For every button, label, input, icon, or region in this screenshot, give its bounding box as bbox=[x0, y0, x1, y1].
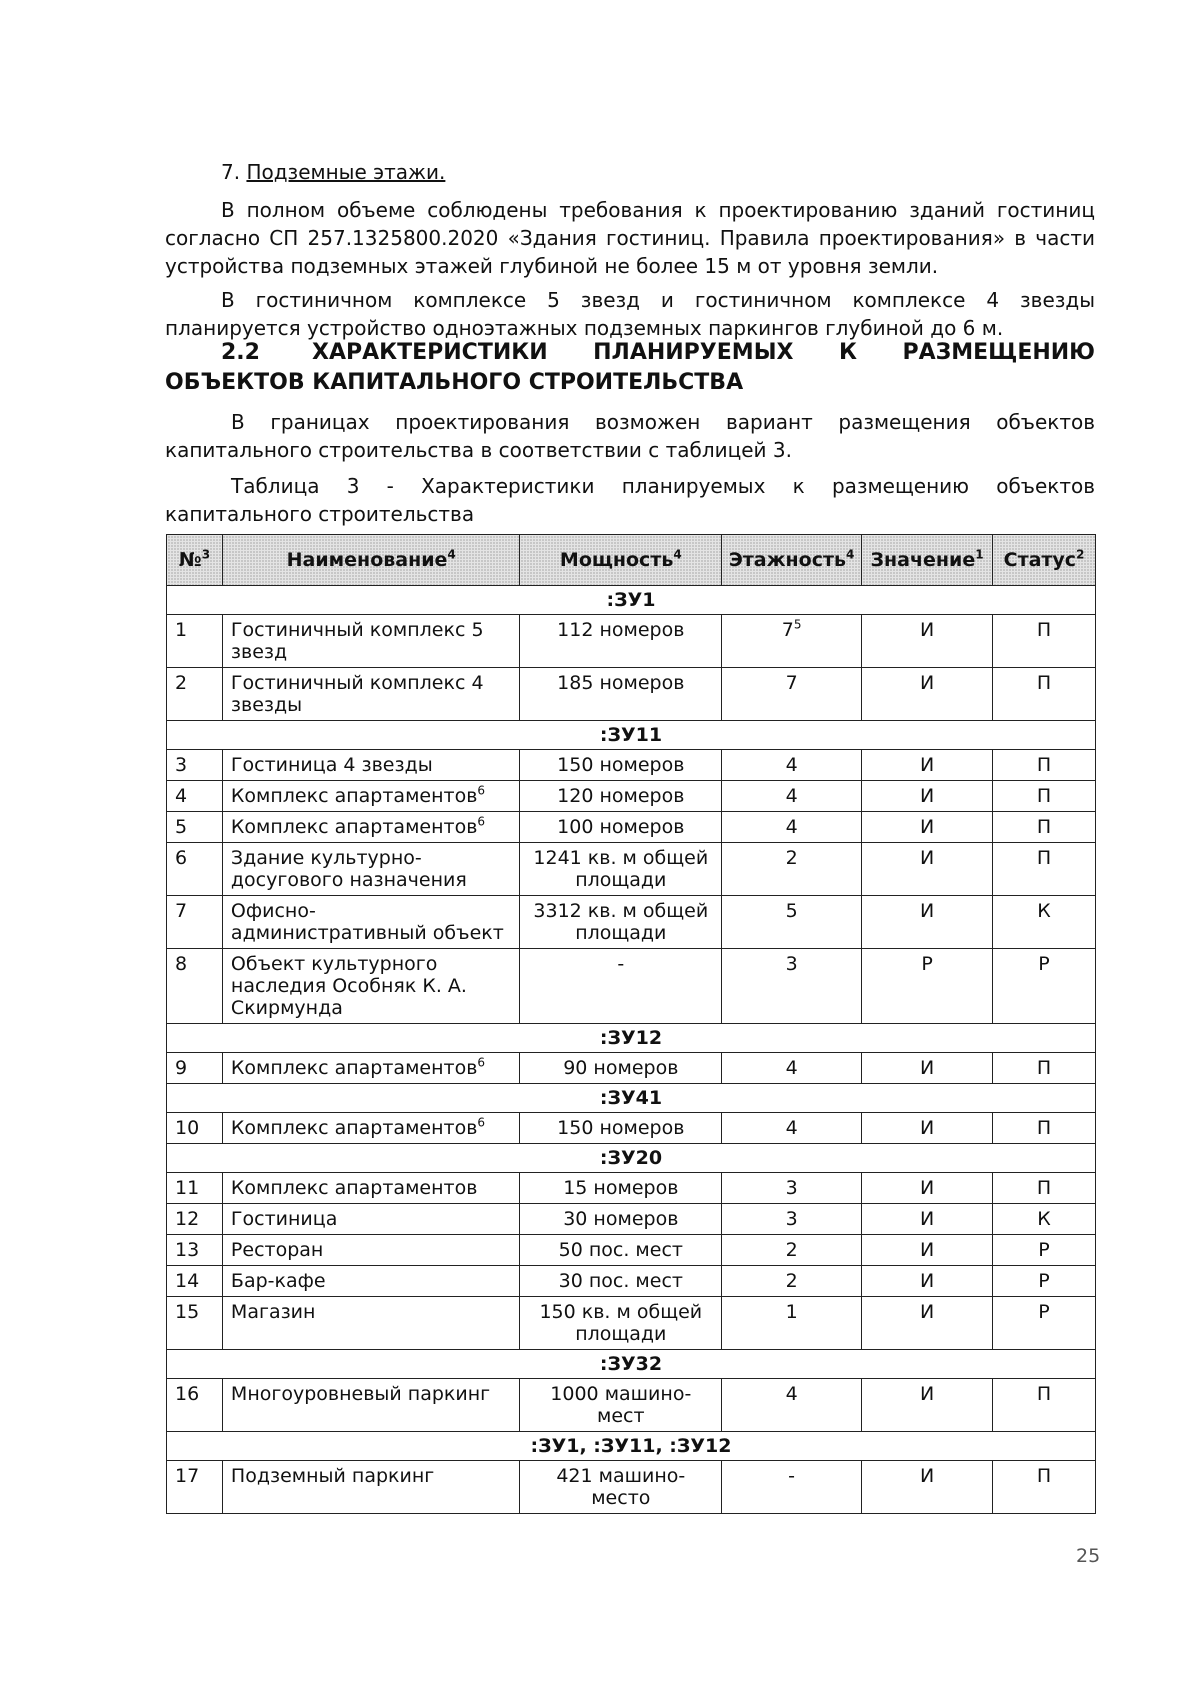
cell-status: П bbox=[993, 1461, 1096, 1514]
cell-number: 3 bbox=[167, 750, 223, 781]
cell-capacity: 150 номеров bbox=[520, 750, 722, 781]
cell-number: 6 bbox=[167, 843, 223, 896]
cell-capacity: 3312 кв. м общей площади bbox=[520, 896, 722, 949]
cell-capacity: 100 номеров bbox=[520, 812, 722, 843]
cell-value: И bbox=[862, 615, 993, 668]
column-header-name-footnote: 4 bbox=[447, 547, 456, 562]
cell-number: 9 bbox=[167, 1053, 223, 1084]
cell-floors-text: 3 bbox=[785, 953, 798, 975]
cell-number: 7 bbox=[167, 896, 223, 949]
cell-name-text: Магазин bbox=[230, 1301, 316, 1323]
cell-name-text: Комплекс апартаментов bbox=[230, 1057, 478, 1079]
cell-number: 17 bbox=[167, 1461, 223, 1514]
cell-floors bbox=[722, 1297, 862, 1350]
characteristics-table bbox=[166, 534, 1096, 1514]
plot-row bbox=[167, 1432, 1096, 1461]
cell-name-text: Гостиница bbox=[230, 1208, 338, 1230]
cell-floors-text: 2 bbox=[785, 847, 798, 869]
cell-name-text: Комплекс апартаментов bbox=[230, 1117, 478, 1139]
cell-status: Р bbox=[993, 1297, 1096, 1350]
cell-name bbox=[222, 1053, 520, 1084]
cell-status: К bbox=[993, 1204, 1096, 1235]
cell-name bbox=[222, 843, 520, 896]
plot-label: :ЗУ11 bbox=[167, 721, 1096, 750]
cell-name bbox=[222, 781, 520, 812]
plot-label: :ЗУ1, :ЗУ11, :ЗУ12 bbox=[167, 1432, 1096, 1461]
cell-number: 15 bbox=[167, 1297, 223, 1350]
cell-number: 12 bbox=[167, 1204, 223, 1235]
cell-floors-text: 4 bbox=[785, 1057, 798, 1079]
cell-floors bbox=[722, 812, 862, 843]
cell-status: П bbox=[993, 1053, 1096, 1084]
cell-name-footnote: 6 bbox=[477, 1115, 486, 1130]
cell-status: П bbox=[993, 668, 1096, 721]
cell-floors-footnote: 5 bbox=[793, 617, 802, 632]
cell-number: 13 bbox=[167, 1235, 223, 1266]
cell-value: И bbox=[862, 781, 993, 812]
cell-name-text: Гостиница 4 звезды bbox=[230, 754, 433, 776]
column-header-value bbox=[862, 535, 993, 586]
cell-floors bbox=[722, 1204, 862, 1235]
cell-name-footnote: 6 bbox=[477, 1055, 486, 1070]
plot-label: :ЗУ32 bbox=[167, 1350, 1096, 1379]
cell-value: И bbox=[862, 750, 993, 781]
cell-capacity: 15 номеров bbox=[520, 1173, 722, 1204]
cell-name-text: Офисно-административный объект bbox=[230, 900, 504, 944]
cell-floors bbox=[722, 1053, 862, 1084]
cell-floors-text: 4 bbox=[785, 785, 798, 807]
cell-name-text: Многоуровневый паркинг bbox=[230, 1383, 491, 1405]
cell-name-text: Подземный паркинг bbox=[230, 1465, 435, 1487]
cell-capacity: 50 пос. мест bbox=[520, 1235, 722, 1266]
table-row bbox=[167, 668, 1096, 721]
column-header-no-text: № bbox=[178, 549, 202, 571]
cell-status: П bbox=[993, 615, 1096, 668]
cell-name-text: Объект культурного наследия Особняк К. А. Скирмунда bbox=[230, 953, 467, 1019]
cell-value: И bbox=[862, 1053, 993, 1084]
table-row bbox=[167, 843, 1096, 896]
cell-name-text: Бар-кафе bbox=[230, 1270, 326, 1292]
table-row bbox=[167, 812, 1096, 843]
cell-status: П bbox=[993, 812, 1096, 843]
cell-name bbox=[222, 1173, 520, 1204]
column-header-name-text: Наименование bbox=[286, 549, 448, 571]
cell-name bbox=[222, 1204, 520, 1235]
subheading-number: 7. bbox=[221, 160, 241, 184]
cell-floors bbox=[722, 1461, 862, 1514]
cell-floors-text: 4 bbox=[785, 1117, 798, 1139]
plot-label: :ЗУ20 bbox=[167, 1144, 1096, 1173]
cell-number: 16 bbox=[167, 1379, 223, 1432]
table-caption: Таблица 3 - Характеристики планируемых к размещению объектов капитального строительства bbox=[165, 474, 1095, 526]
cell-value: И bbox=[862, 1379, 993, 1432]
cell-floors bbox=[722, 781, 862, 812]
table-row bbox=[167, 1113, 1096, 1144]
cell-floors bbox=[722, 615, 862, 668]
cell-capacity: - bbox=[520, 949, 722, 1024]
cell-name bbox=[222, 750, 520, 781]
cell-status: П bbox=[993, 781, 1096, 812]
cell-name-text: Ресторан bbox=[230, 1239, 324, 1261]
cell-status: Р bbox=[993, 1235, 1096, 1266]
cell-floors-text: 3 bbox=[785, 1177, 798, 1199]
cell-floors-text: 1 bbox=[785, 1301, 798, 1323]
cell-status: П bbox=[993, 1113, 1096, 1144]
table-row bbox=[167, 896, 1096, 949]
cell-value: И bbox=[862, 812, 993, 843]
plot-row bbox=[167, 1350, 1096, 1379]
cell-floors-text: 7 bbox=[785, 672, 798, 694]
cell-number: 2 bbox=[167, 668, 223, 721]
column-header-name bbox=[222, 535, 520, 586]
cell-value: И bbox=[862, 1173, 993, 1204]
cell-value: И bbox=[862, 1297, 993, 1350]
column-header-value-text: Значение bbox=[870, 549, 976, 571]
cell-name-footnote: 6 bbox=[477, 783, 486, 798]
cell-value: И bbox=[862, 896, 993, 949]
cell-capacity: 421 машино-место bbox=[520, 1461, 722, 1514]
column-header-capacity bbox=[520, 535, 722, 586]
cell-number: 11 bbox=[167, 1173, 223, 1204]
table-row bbox=[167, 949, 1096, 1024]
cell-name bbox=[222, 1379, 520, 1432]
cell-name bbox=[222, 1235, 520, 1266]
cell-name bbox=[222, 812, 520, 843]
cell-floors bbox=[722, 896, 862, 949]
column-header-floors bbox=[722, 535, 862, 586]
section-title-text: ХАРАКТЕРИСТИКИ ПЛАНИРУЕМЫХ К РАЗМЕЩЕНИЮ ОБЪЕКТОВ КАПИТАЛЬНОГО СТРОИТЕЛЬСТВА bbox=[165, 340, 1095, 395]
cell-value: И bbox=[862, 1266, 993, 1297]
column-header-capacity-text: Мощность bbox=[559, 549, 674, 571]
subheading-text: Подземные этажи. bbox=[246, 160, 446, 184]
cell-floors bbox=[722, 843, 862, 896]
column-header-status-footnote: 2 bbox=[1076, 547, 1085, 562]
cell-floors bbox=[722, 1379, 862, 1432]
cell-capacity: 30 номеров bbox=[520, 1204, 722, 1235]
cell-floors-text: 5 bbox=[785, 900, 798, 922]
cell-floors-text: 7 bbox=[781, 619, 794, 641]
cell-status: П bbox=[993, 1173, 1096, 1204]
cell-name-text: Комплекс апартаментов bbox=[230, 785, 478, 807]
plot-row bbox=[167, 721, 1096, 750]
column-header-status-text: Статус bbox=[1003, 549, 1077, 571]
cell-capacity: 30 пос. мест bbox=[520, 1266, 722, 1297]
table-row bbox=[167, 1379, 1096, 1432]
cell-value: Р bbox=[862, 949, 993, 1024]
cell-floors bbox=[722, 1113, 862, 1144]
cell-floors bbox=[722, 668, 862, 721]
cell-value: И bbox=[862, 1113, 993, 1144]
cell-name-text: Гостиничный комплекс 4 звезды bbox=[230, 672, 484, 716]
cell-floors-text: 3 bbox=[785, 1208, 798, 1230]
intro-paragraph: В границах проектирования возможен вариант размещения объектов капитального строительства в соответствии с таблицей 3. bbox=[165, 410, 1095, 462]
cell-floors bbox=[722, 1235, 862, 1266]
table-row bbox=[167, 1173, 1096, 1204]
cell-value: И bbox=[862, 843, 993, 896]
cell-number: 1 bbox=[167, 615, 223, 668]
cell-number: 14 bbox=[167, 1266, 223, 1297]
cell-floors bbox=[722, 750, 862, 781]
table-header-row bbox=[167, 535, 1096, 586]
cell-name-text: Здание культурно-досугового назначения bbox=[230, 847, 467, 891]
cell-floors bbox=[722, 949, 862, 1024]
table-row bbox=[167, 750, 1096, 781]
cell-floors-text: 4 bbox=[785, 816, 798, 838]
column-header-no bbox=[167, 535, 223, 586]
cell-name bbox=[222, 1461, 520, 1514]
cell-value: И bbox=[862, 1461, 993, 1514]
cell-floors bbox=[722, 1173, 862, 1204]
cell-floors-text: 2 bbox=[785, 1270, 798, 1292]
cell-status: К bbox=[993, 896, 1096, 949]
cell-number: 10 bbox=[167, 1113, 223, 1144]
paragraph-2: В гостиничном комплексе 5 звезд и гостиничном комплексе 4 звезды планируется устройство одноэтажных подземных паркингов глубиной до 6 м. bbox=[165, 288, 1095, 340]
plot-row bbox=[167, 1084, 1096, 1113]
cell-status: П bbox=[993, 843, 1096, 896]
cell-name bbox=[222, 668, 520, 721]
cell-capacity: 1000 машино-мест bbox=[520, 1379, 722, 1432]
section-heading bbox=[165, 338, 1095, 398]
cell-floors-text: - bbox=[788, 1465, 796, 1487]
cell-capacity: 90 номеров bbox=[520, 1053, 722, 1084]
table-row bbox=[167, 1266, 1096, 1297]
plot-label: :ЗУ1 bbox=[167, 586, 1096, 615]
column-header-no-footnote: 3 bbox=[201, 547, 211, 562]
cell-name-footnote: 6 bbox=[477, 814, 486, 829]
cell-status: П bbox=[993, 1379, 1096, 1432]
cell-name-text: Гостиничный комплекс 5 звезд bbox=[230, 619, 484, 663]
cell-value: И bbox=[862, 1204, 993, 1235]
intro-block bbox=[165, 408, 1095, 464]
cell-floors bbox=[722, 1266, 862, 1297]
cell-name-text: Комплекс апартаментов bbox=[230, 816, 478, 838]
cell-status: Р bbox=[993, 1266, 1096, 1297]
table-row bbox=[167, 781, 1096, 812]
cell-name bbox=[222, 1266, 520, 1297]
cell-name-text: Комплекс апартаментов bbox=[230, 1177, 478, 1199]
cell-capacity: 120 номеров bbox=[520, 781, 722, 812]
cell-number: 8 bbox=[167, 949, 223, 1024]
paragraph-block bbox=[165, 196, 1095, 342]
table-row bbox=[167, 1461, 1096, 1514]
table-body bbox=[167, 586, 1096, 1514]
cell-capacity: 150 номеров bbox=[520, 1113, 722, 1144]
cell-number: 5 bbox=[167, 812, 223, 843]
cell-value: И bbox=[862, 1235, 993, 1266]
cell-capacity: 150 кв. м общей площади bbox=[520, 1297, 722, 1350]
table-row bbox=[167, 1053, 1096, 1084]
plot-label: :ЗУ41 bbox=[167, 1084, 1096, 1113]
column-header-floors-footnote: 4 bbox=[846, 547, 855, 562]
table-row bbox=[167, 1204, 1096, 1235]
cell-name bbox=[222, 615, 520, 668]
column-header-floors-text: Этажность bbox=[728, 549, 846, 571]
cell-status: Р bbox=[993, 949, 1096, 1024]
column-header-capacity-footnote: 4 bbox=[673, 547, 682, 562]
plot-row bbox=[167, 1144, 1096, 1173]
plot-label: :ЗУ12 bbox=[167, 1024, 1096, 1053]
cell-value: И bbox=[862, 668, 993, 721]
cell-name bbox=[222, 949, 520, 1024]
subheading bbox=[221, 160, 445, 184]
cell-floors-text: 4 bbox=[785, 754, 798, 776]
cell-name bbox=[222, 1113, 520, 1144]
table-row bbox=[167, 615, 1096, 668]
cell-status: П bbox=[993, 750, 1096, 781]
plot-row bbox=[167, 1024, 1096, 1053]
cell-capacity: 1241 кв. м общей площади bbox=[520, 843, 722, 896]
cell-capacity: 112 номеров bbox=[520, 615, 722, 668]
column-header-status bbox=[993, 535, 1096, 586]
page-number: 25 bbox=[1076, 1545, 1101, 1567]
section-number: 2.2 bbox=[221, 340, 260, 365]
table-row bbox=[167, 1297, 1096, 1350]
cell-floors-text: 2 bbox=[785, 1239, 798, 1261]
plot-row bbox=[167, 586, 1096, 615]
cell-floors-text: 4 bbox=[785, 1383, 798, 1405]
column-header-value-footnote: 1 bbox=[975, 547, 984, 562]
table-row bbox=[167, 1235, 1096, 1266]
cell-number: 4 bbox=[167, 781, 223, 812]
cell-capacity: 185 номеров bbox=[520, 668, 722, 721]
cell-name bbox=[222, 1297, 520, 1350]
paragraph-1: В полном объеме соблюдены требования к проектированию зданий гостиниц согласно СП 257.1325800.2020 «Здания гостиниц. Правила проектирования» в части устройства подземных этажей глубиной не более 15 м от уровня земли. bbox=[165, 198, 1095, 278]
cell-name bbox=[222, 896, 520, 949]
